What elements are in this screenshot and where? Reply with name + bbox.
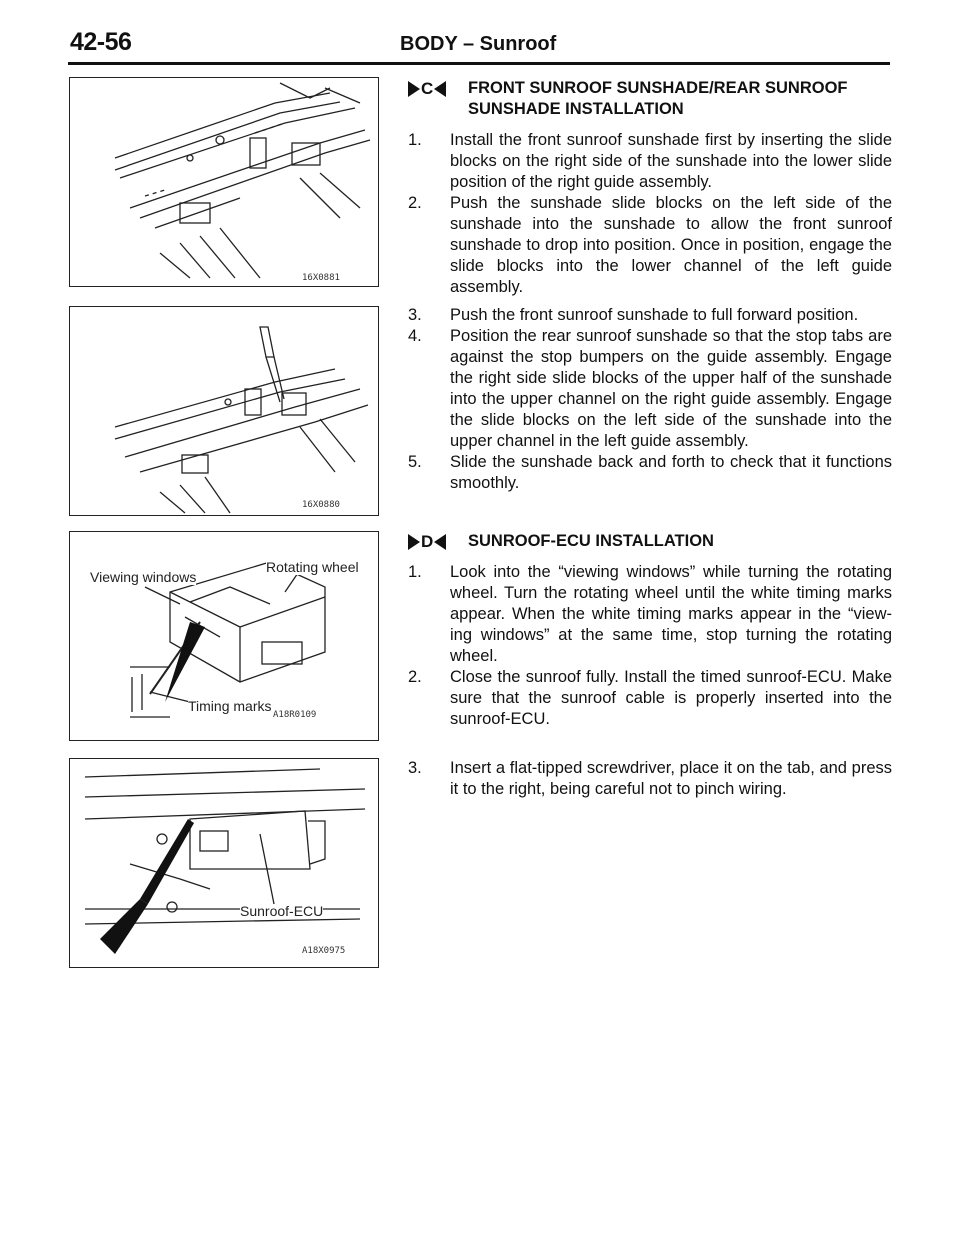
steps-list — [408, 562, 892, 730]
reference-tag — [408, 531, 468, 552]
figure-sunroof-ecu-removal — [69, 758, 379, 968]
step-item — [408, 667, 892, 730]
page-number: 42-56 — [70, 28, 132, 56]
step-item — [408, 562, 892, 667]
step-number: 4. — [408, 327, 422, 345]
figure-code: A18R0109 — [273, 710, 317, 720]
triangle-right-icon — [408, 81, 420, 97]
step-number: 3. — [408, 306, 422, 324]
step-number: 2. — [408, 668, 422, 686]
steps-list — [408, 130, 892, 298]
figure-code: 16X0880 — [302, 500, 340, 510]
label-timing-marks: Timing marks — [188, 698, 272, 714]
step-number: 3. — [408, 759, 422, 777]
heading-text: FRONT SUNROOF SUNSHADE/REAR SUNROOF SUNSHADE INSTALLATION — [468, 79, 848, 118]
section-d-continued — [408, 758, 892, 800]
section-d — [408, 531, 892, 730]
triangle-left-icon — [434, 534, 446, 550]
step-text: Slide the sunshade back and forth to check that it functions smoothly. — [450, 453, 892, 492]
tag-letter: C — [421, 79, 434, 98]
triangle-left-icon — [434, 81, 446, 97]
section-c-continued — [408, 305, 892, 494]
step-item — [408, 130, 892, 193]
step-text: Position the rear sunroof sunshade so that the stop tabs are against the stop bumpers on the guide assembly. Engage the right side slide blocks of the upper half of the sunshade into the upper channel on the right guide assembly. Engage the slide blocks on the left side of the sunshade into the upper channel in the left guide assembly. — [450, 327, 892, 450]
step-text: Push the front sunroof sunshade to full forward position. — [450, 306, 859, 324]
label-sunroof-ecu: Sunroof-ECU — [240, 903, 324, 919]
step-number: 1. — [408, 131, 422, 149]
sunshade-guide-illustration — [70, 78, 378, 286]
step-number: 1. — [408, 563, 422, 581]
figure-code: 16X0881 — [302, 273, 340, 283]
steps-list — [408, 305, 892, 494]
step-item — [408, 452, 892, 494]
step-item — [408, 326, 892, 452]
label-rotating-wheel: Rotating wheel — [266, 559, 359, 575]
step-text: Install the front sunroof sunshade first by inserting the slide blocks on the right side of the sunshade into the lower slide position of the right guide assembly. — [450, 131, 892, 191]
reference-tag — [408, 78, 468, 120]
steps-list — [408, 758, 892, 800]
step-item — [408, 193, 892, 298]
header-rule — [68, 62, 890, 65]
step-text: Look into the “viewing windows” while turning the rotating wheel. Turn the rotating wheel until the white timing marks appear. When the white timing marks appear in the “view-ing windows” at the same time, stop turning the rotating wheel. — [450, 563, 892, 665]
step-text: Insert a flat-tipped screwdriver, place it on the tab, and press it to the right, being careful not to pinch wiring. — [450, 759, 892, 798]
step-item — [408, 758, 892, 800]
sunshade-screwdriver-illustration — [70, 307, 378, 515]
step-text: Push the sunshade slide blocks on the left side of the sunshade into the sunshade to allow the front sunroof sunshade to drop into position. Once in position, engage the slide blocks into the lower channel of the left guide assembly. — [450, 194, 892, 296]
step-text: Close the sunroof fully. Install the timed sunroof-ECU. Make sure that the sunroof cable is properly inserted into the sunroof-ECU. — [450, 668, 892, 728]
tag-letter: D — [421, 532, 434, 551]
figure-sunroof-ecu-timing — [69, 531, 379, 741]
figure-sunshade-front — [69, 77, 379, 287]
triangle-right-icon — [408, 534, 420, 550]
step-number: 5. — [408, 453, 422, 471]
section-heading — [408, 78, 892, 120]
step-number: 2. — [408, 194, 422, 212]
ecu-screwdriver-illustration — [70, 759, 378, 967]
figure-sunshade-rear — [69, 306, 379, 516]
page-title: BODY – Sunroof — [400, 33, 557, 55]
section-c — [408, 78, 892, 298]
heading-text: SUNROOF-ECU INSTALLATION — [468, 532, 714, 550]
label-viewing-windows: Viewing windows — [90, 569, 197, 585]
section-heading — [408, 531, 892, 552]
step-item — [408, 305, 892, 326]
figure-code: A18X0975 — [302, 946, 346, 956]
